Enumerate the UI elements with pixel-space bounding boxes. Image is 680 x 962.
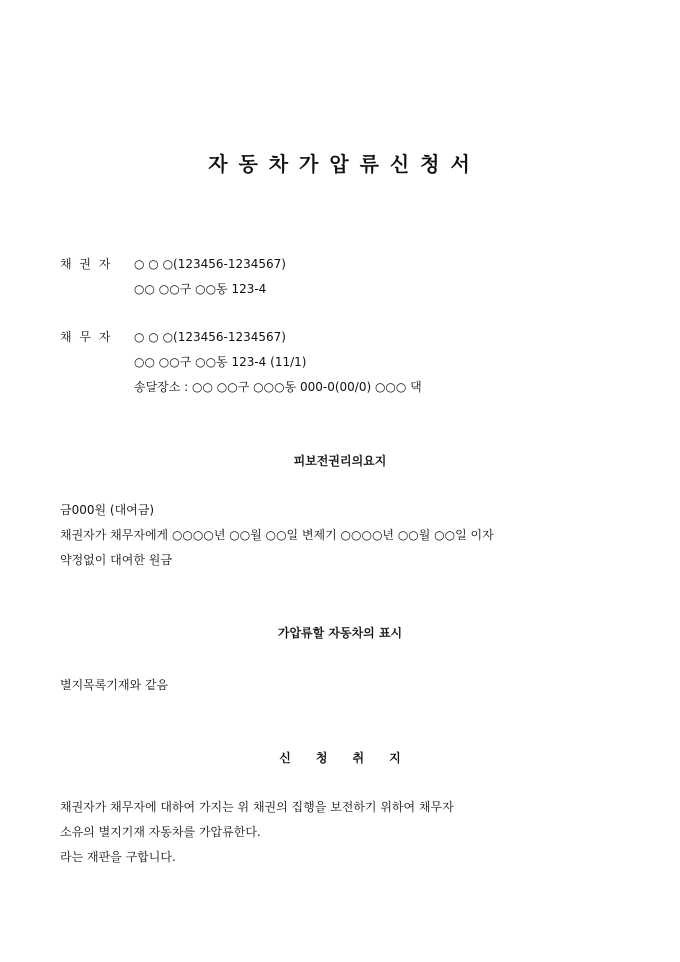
vehicle-section-body	[60, 673, 168, 698]
debtor-row	[60, 325, 422, 350]
debtor-address: ○○ ○○구 ○○동 123-4 (11/1)	[134, 355, 307, 369]
claim-line: 금000원 (대여금)	[60, 503, 155, 517]
creditor-label: 채 권 자	[60, 257, 113, 271]
debtor-name: ○ ○ ○(123456-1234567)	[134, 330, 286, 344]
claim-section-body	[60, 498, 494, 573]
purpose-line: 소유의 별지기재 자동차를 가압류한다.	[60, 825, 261, 839]
creditor-address: ○○ ○○구 ○○동 123-4	[134, 282, 267, 296]
creditor-block	[60, 252, 286, 302]
debtor-block	[60, 325, 422, 400]
debtor-service-row	[60, 375, 422, 400]
debtor-address-row	[60, 350, 422, 375]
document-title: 자 동 차 가 압 류 신 청 서	[208, 152, 472, 176]
debtor-label: 채 무 자	[60, 330, 113, 344]
claim-section-heading: 피보전권리의요지	[293, 454, 387, 468]
claim-line: 채권자가 채무자에게 ○○○○년 ○○월 ○○일 변제기 ○○○○년 ○○월 ○○일 이자	[60, 528, 494, 542]
vehicle-line: 별지목록기재와 같음	[60, 678, 169, 692]
purpose-section-body	[60, 795, 454, 870]
purpose-line: 채권자가 채무자에 대하여 가지는 위 채권의 집행을 보전하기 위하여 채무자	[60, 800, 454, 814]
purpose-section-heading: 신 청 취 지	[279, 751, 401, 765]
creditor-name: ○ ○ ○(123456-1234567)	[134, 257, 286, 271]
vehicle-section-heading: 가압류할 자동차의 표시	[277, 626, 403, 640]
claim-line: 약정없이 대여한 원금	[60, 553, 172, 567]
creditor-address-row	[60, 277, 286, 302]
purpose-line: 라는 재판을 구합니다.	[60, 850, 176, 864]
debtor-service-address: 송달장소 : ○○ ○○구 ○○○동 000-0(00/0) ○○○ 댁	[134, 380, 422, 394]
creditor-row	[60, 252, 286, 277]
